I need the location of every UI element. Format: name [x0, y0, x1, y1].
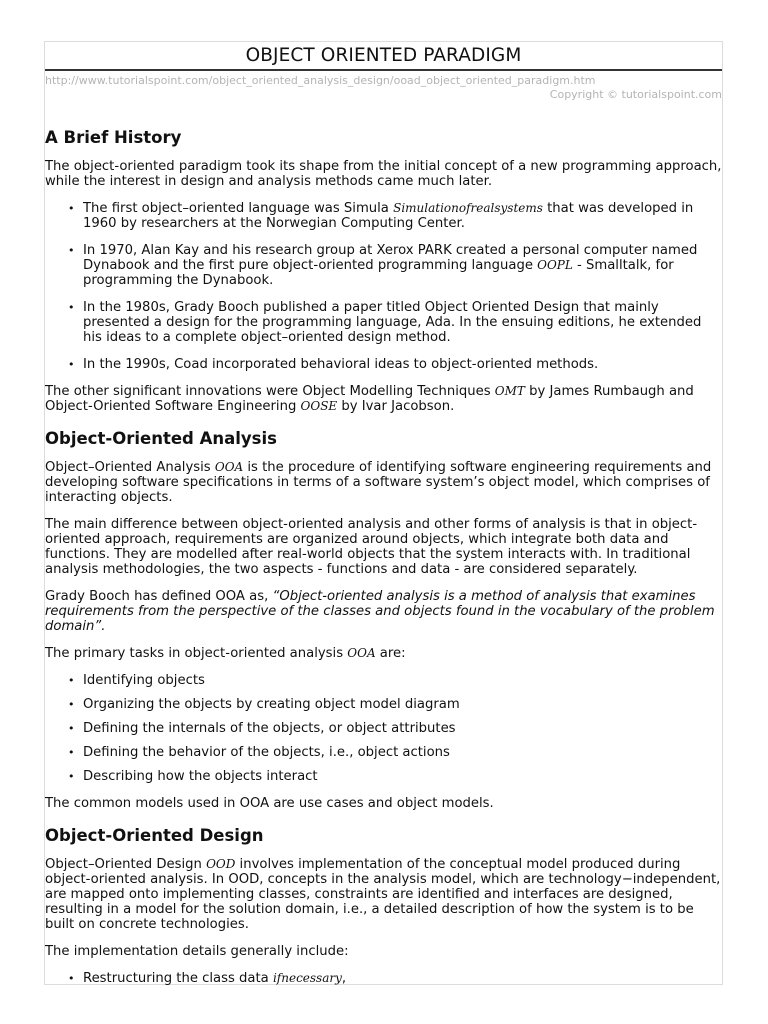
- ooa-definition-paragraph: Grady Booch has defined OOA as, “Object-oriented analysis is a method of analysis that examines requirements from the perspective of the classes and objects found in the vocabulary of the problem domain”.: [45, 589, 715, 634]
- ood-details-list: [45, 971, 722, 986]
- history-intro: The object-oriented paradigm took its shape from the initial concept of a new programming approach, while the interest in design and analysis methods came much later.: [45, 159, 722, 189]
- list-item: • The first object–oriented language was Simula Simulationofrealsystems that was developed in 1960 by researchers at the Norwegian Computing Center.: [83, 201, 722, 231]
- heading-ood: Object-Oriented Design: [45, 826, 264, 845]
- list-item: • In the 1990s, Coad incorporated behavioral ideas to object-oriented methods.: [83, 357, 722, 372]
- heading-ooa: Object-Oriented Analysis: [45, 429, 277, 448]
- ooa-tasks-intro: The primary tasks in object-oriented analysis OOA are:: [45, 646, 406, 661]
- page-title: OBJECT ORIENTED PARADIGM: [245, 45, 522, 66]
- heading-brief-history: A Brief History: [45, 128, 182, 147]
- ood-paragraph: Object–Oriented Design OOD involves implementation of the conceptual model produced during object-oriented analysis. In OOD, concepts in the analysis model, which are technology−independent, are mapped onto implementing classes, constraints are identified and interfaces are designed, resulting in a model for the solution domain, i.e., a detailed description of how the system is to be built on concrete technologies.: [45, 857, 721, 932]
- ooa-difference-paragraph: The main difference between object-oriented analysis and other forms of analysis is that in object-oriented approach, requirements are organized around objects, which integrate both data and functions. They are modelled after real-world objects that the system interacts with. In traditional analysis methodologies, the two aspects - functions and data - are considered separately.: [45, 517, 698, 577]
- list-item: • Describing how the objects interact: [83, 769, 722, 784]
- ooa-tasks-list: [45, 673, 722, 784]
- copyright-notice: Copyright © tutorialspoint.com: [549, 88, 722, 101]
- history-other: The other significant innovations were Object Modelling Techniques OMT by James Rumbaugh and Object-Oriented Software Engineering OOSE by Ivar Jacobson.: [45, 384, 694, 414]
- list-item: • Organizing the objects by creating object model diagram: [83, 697, 722, 712]
- list-item: • In the 1980s, Grady Booch published a paper titled Object Oriented Design that mainly presented a design for the programming language, Ada. In the ensuing editions, he extended his ideas to a complete object–oriented design method.: [83, 300, 722, 345]
- list-item: • Defining the behavior of the objects, i.e., object actions: [83, 745, 722, 760]
- title-rule: [45, 69, 722, 71]
- document-page: [44, 41, 723, 985]
- list-item: • Defining the internals of the objects, or object attributes: [83, 721, 722, 736]
- ooa-paragraph: Object–Oriented Analysis OOA is the procedure of identifying software engineering requirements and developing software specifications in terms of a software system’s object model, which comprises of interacting objects.: [45, 460, 712, 505]
- list-item: • Restructuring the class data ifnecessary,: [83, 971, 722, 986]
- source-url[interactable]: http://www.tutorialspoint.com/object_oriented_analysis_design/ooad_object_oriented_paradigm.htm: [45, 74, 596, 87]
- ood-details-intro: The implementation details generally include:: [45, 944, 349, 959]
- history-list: [45, 201, 722, 372]
- list-item: • In 1970, Alan Kay and his research group at Xerox PARK created a personal computer named Dynabook and the first pure object-oriented programming language OOPL - Smalltalk, for programming the Dynabook.: [83, 243, 722, 288]
- ooa-models-paragraph: The common models used in OOA are use cases and object models.: [45, 796, 494, 811]
- list-item: • Identifying objects: [83, 673, 722, 688]
